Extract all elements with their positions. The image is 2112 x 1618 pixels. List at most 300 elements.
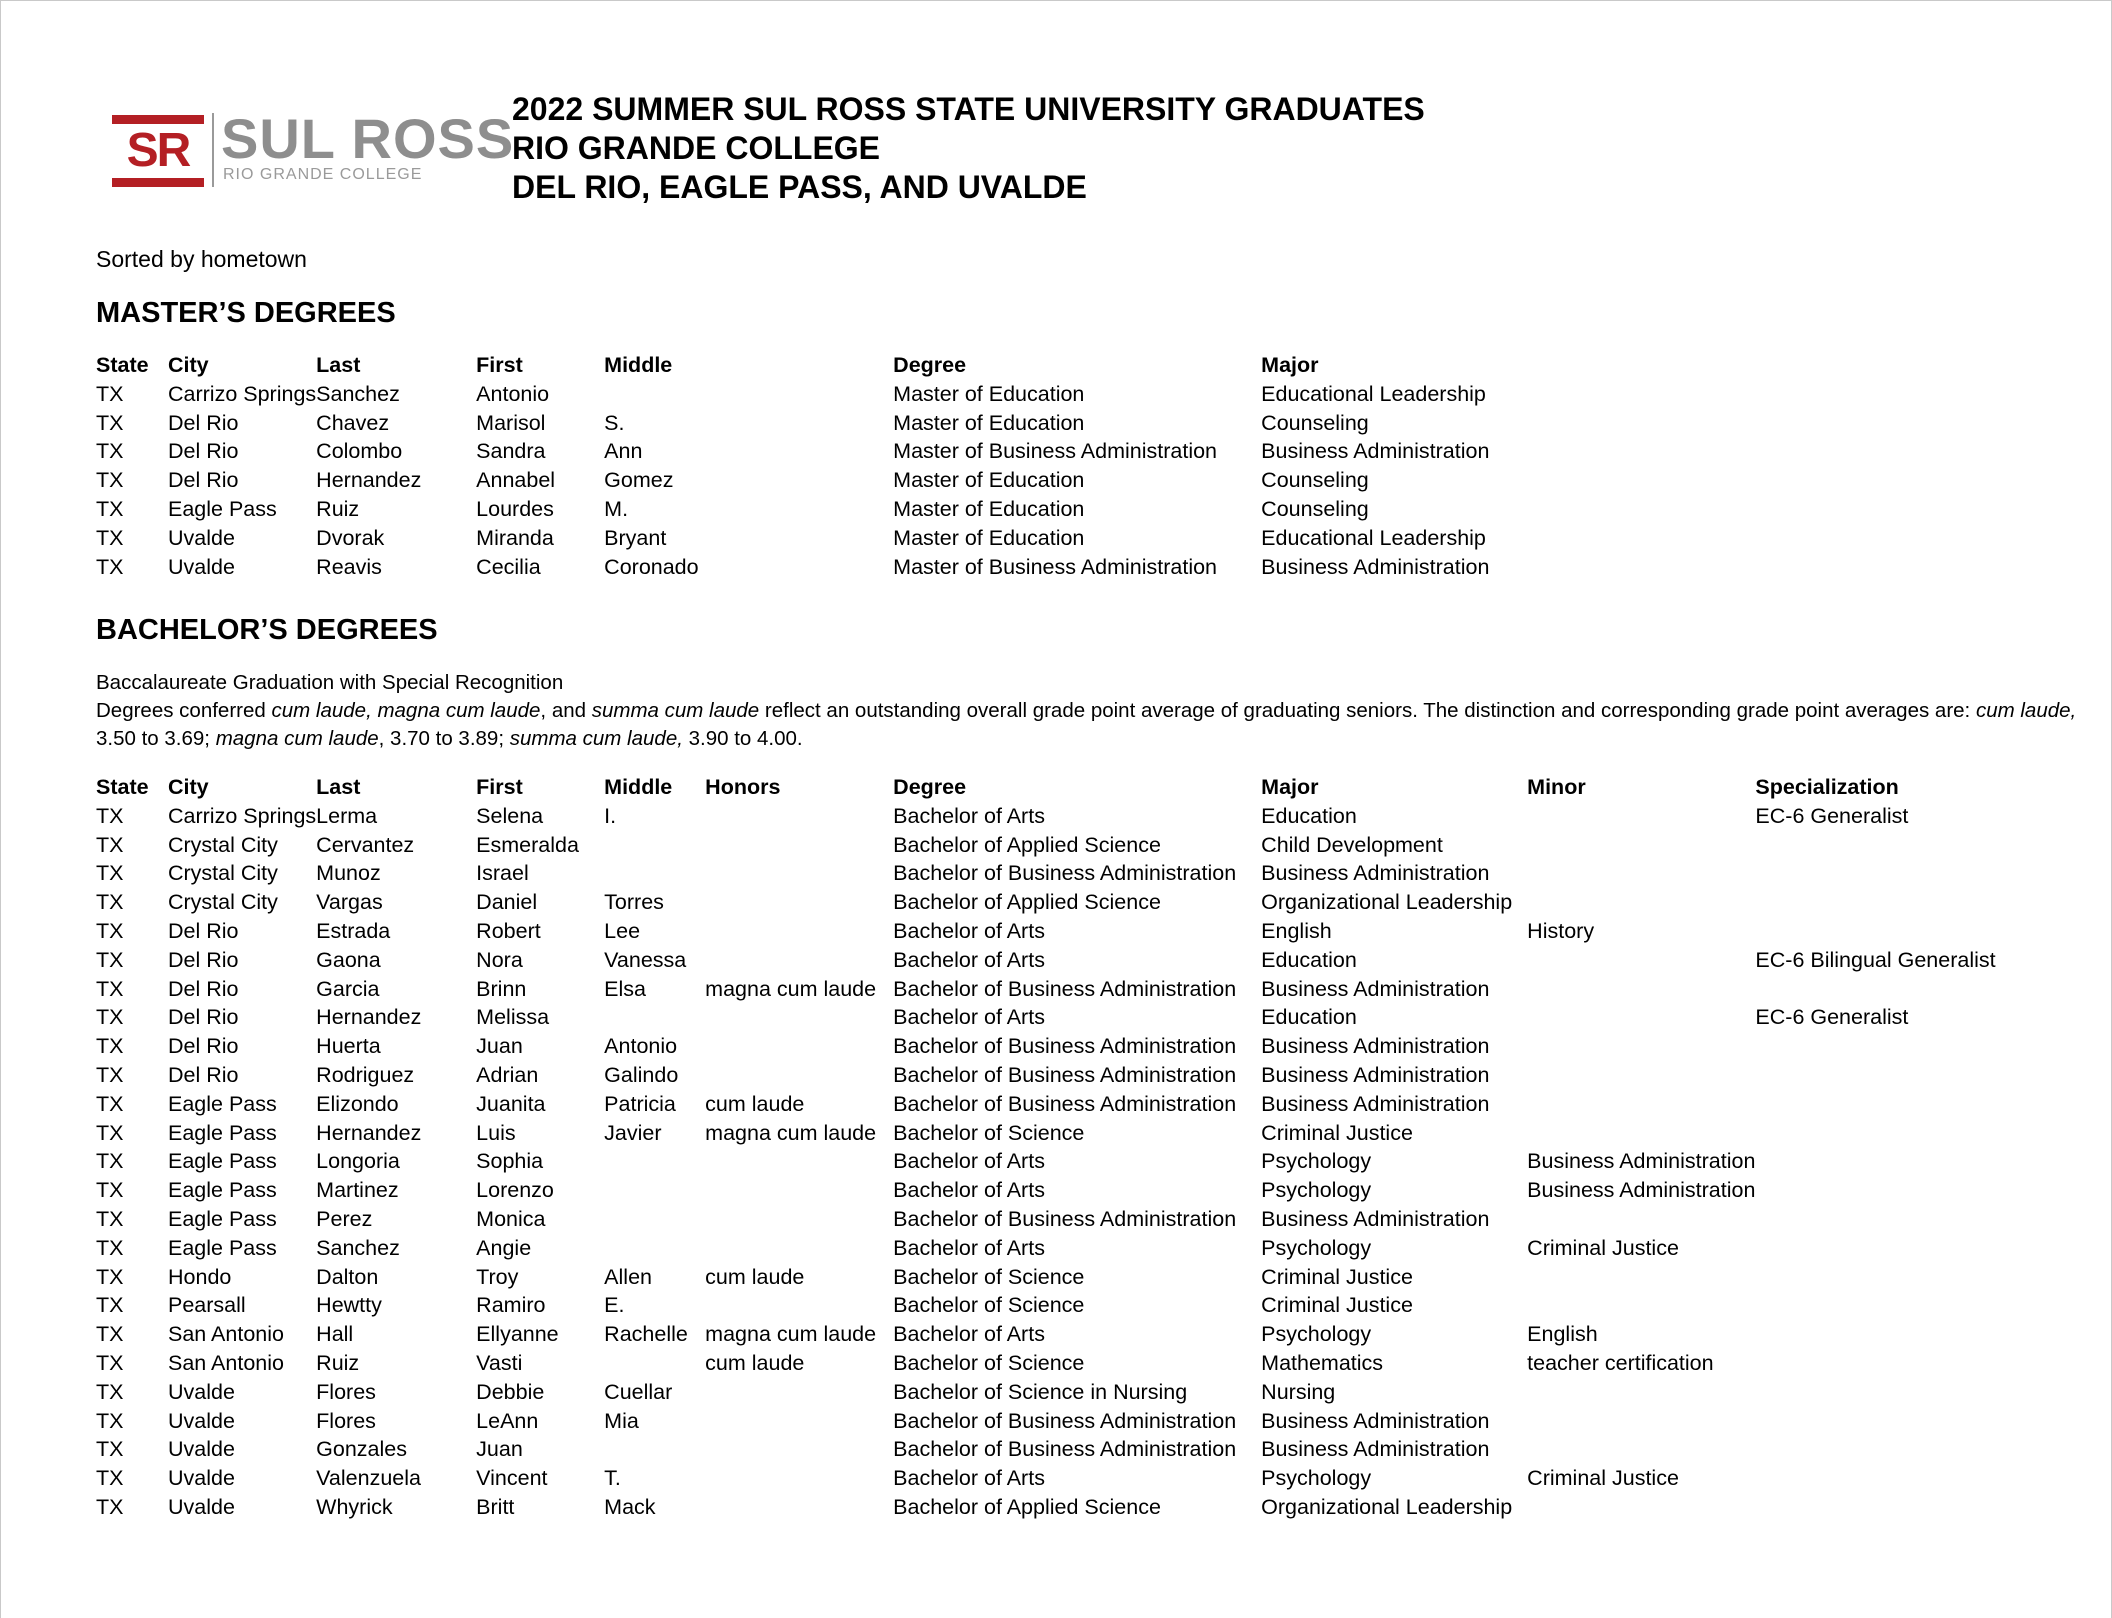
cell-last: Vargas <box>316 890 383 915</box>
cell-first: Robert <box>476 919 541 944</box>
masters-col-header-state: State <box>96 352 149 377</box>
bachelors-col-header-degree: Degree <box>893 774 967 799</box>
cell-state: TX <box>96 1322 124 1347</box>
cell-last: Flores <box>316 1379 376 1404</box>
cell-major: Education <box>1261 803 1357 828</box>
bachelors-body <box>96 802 2035 1522</box>
recognition-a: Degrees conferred <box>96 699 272 722</box>
cell-minor <box>1527 1378 1755 1407</box>
cell-major: Nursing <box>1261 1379 1336 1404</box>
cell-state: TX <box>96 381 124 406</box>
cell-city: Eagle Pass <box>168 1120 277 1145</box>
cell-first: Cecilia <box>476 554 541 579</box>
cell-middle <box>604 831 705 860</box>
table-row <box>96 1176 2035 1205</box>
cell-minor <box>1527 888 1755 917</box>
cell-state: TX <box>96 1034 124 1059</box>
cell-minor <box>1527 1292 1755 1321</box>
cell-minor: English <box>1527 1322 1598 1347</box>
cell-state: TX <box>96 1063 124 1088</box>
cell-first: Adrian <box>476 1063 539 1088</box>
title-line-3: DEL RIO, EAGLE PASS, AND UVALDE <box>512 169 1087 205</box>
cell-honors <box>705 888 893 917</box>
table-row <box>96 1205 2035 1234</box>
cell-middle: Mia <box>604 1408 639 1433</box>
table-row <box>96 1061 2035 1090</box>
cell-major: Psychology <box>1261 1178 1372 1203</box>
cell-city: Eagle Pass <box>168 1207 277 1232</box>
masters-header-row <box>96 350 1561 380</box>
cell-degree: Bachelor of Arts <box>893 919 1045 944</box>
cell-city: San Antonio <box>168 1351 284 1376</box>
cell-last: Huerta <box>316 1034 381 1059</box>
recognition-g: 3.50 to 3.69; <box>96 727 216 750</box>
cell-middle <box>604 1205 705 1234</box>
cell-state: TX <box>96 947 124 972</box>
cell-first: Sandra <box>476 439 546 464</box>
cell-minor: History <box>1527 919 1595 944</box>
cell-first: Juan <box>476 1034 523 1059</box>
cell-major: Counseling <box>1261 410 1369 435</box>
cell-middle <box>604 1436 705 1465</box>
cell-last: Colombo <box>316 439 403 464</box>
cell-minor <box>1527 975 1755 1004</box>
cell-last: Sanchez <box>316 1235 400 1260</box>
cell-minor <box>1527 1004 1755 1033</box>
cell-last: Ruiz <box>316 1351 360 1376</box>
cell-honors <box>705 860 893 889</box>
cell-city: Uvalde <box>168 1495 235 1520</box>
cell-middle: Allen <box>604 1264 652 1289</box>
cell-first: Troy <box>476 1264 519 1289</box>
cell-first: Ramiro <box>476 1293 546 1318</box>
masters-col-header-major: Major <box>1261 352 1319 377</box>
cell-minor <box>1527 1119 1755 1148</box>
table-row <box>96 1090 2035 1119</box>
cell-minor <box>1527 1061 1755 1090</box>
cell-middle: I. <box>604 803 617 828</box>
table-row <box>96 1292 2035 1321</box>
cell-degree: Master of Education <box>893 525 1085 550</box>
cell-specialization <box>1755 1320 2035 1349</box>
cell-specialization <box>1755 1493 2035 1522</box>
cell-first: Brinn <box>476 976 527 1001</box>
recognition-f: cum laude, <box>1975 699 2077 722</box>
cell-city: Del Rio <box>168 947 239 972</box>
sorted-note: Sorted by hometown <box>96 246 307 272</box>
cell-degree: Bachelor of Arts <box>893 803 1045 828</box>
bachelors-col-header-major: Major <box>1261 774 1319 799</box>
cell-last: Garcia <box>316 976 380 1001</box>
cell-minor <box>1527 802 1755 831</box>
cell-specialization <box>1755 1176 2035 1205</box>
cell-honors <box>705 1032 893 1061</box>
table-row <box>96 888 2035 917</box>
cell-specialization <box>1755 1032 2035 1061</box>
cell-degree: Bachelor of Arts <box>893 1178 1045 1203</box>
cell-minor: Business Administration <box>1527 1149 1756 1174</box>
cell-degree: Bachelor of Arts <box>893 1235 1045 1260</box>
table-row <box>96 1493 2035 1522</box>
table-row <box>96 860 2035 889</box>
cell-first: Juanita <box>476 1091 546 1116</box>
cell-major: Psychology <box>1261 1235 1372 1260</box>
cell-middle <box>604 860 705 889</box>
cell-last: Chavez <box>316 410 390 435</box>
cell-city: Uvalde <box>168 525 235 550</box>
cell-honors <box>705 1205 893 1234</box>
cell-middle: T. <box>604 1466 621 1491</box>
bachelors-col-header-specialization: Specialization <box>1755 774 1899 799</box>
cell-minor <box>1527 946 1755 975</box>
cell-degree: Master of Education <box>893 410 1085 435</box>
cell-major: Educational Leadership <box>1261 525 1486 550</box>
cell-first: Antonio <box>476 381 550 406</box>
cell-last: Gaona <box>316 947 381 972</box>
cell-degree: Master of Education <box>893 381 1085 406</box>
cell-first: Juan <box>476 1437 523 1462</box>
cell-degree: Bachelor of Science <box>893 1264 1085 1289</box>
cell-state: TX <box>96 803 124 828</box>
masters-col-header-first: First <box>476 352 523 377</box>
cell-minor <box>1527 1407 1755 1436</box>
cell-major: Counseling <box>1261 497 1369 522</box>
cell-city: Eagle Pass <box>168 1149 277 1174</box>
cell-city: San Antonio <box>168 1322 284 1347</box>
cell-city: Crystal City <box>168 832 278 857</box>
cell-middle: Patricia <box>604 1091 676 1116</box>
table-row <box>96 1119 2035 1148</box>
cell-specialization <box>1755 888 2035 917</box>
cell-specialization <box>1755 831 2035 860</box>
cell-first: Selena <box>476 803 544 828</box>
cell-specialization <box>1755 1119 2035 1148</box>
cell-last: Flores <box>316 1408 376 1433</box>
cell-state: TX <box>96 1408 124 1433</box>
cell-last: Hall <box>316 1322 354 1347</box>
cell-degree: Bachelor of Science <box>893 1293 1085 1318</box>
cell-last: Reavis <box>316 554 382 579</box>
cell-last: Rodriguez <box>316 1063 415 1088</box>
cell-degree: Bachelor of Business Administration <box>893 861 1237 886</box>
cell-first: Esmeralda <box>476 832 579 857</box>
cell-city: Crystal City <box>168 890 278 915</box>
recognition-j: summa cum laude, <box>509 727 683 750</box>
cell-city: Uvalde <box>168 554 235 579</box>
cell-middle: Bryant <box>604 525 667 550</box>
cell-degree: Bachelor of Science in Nursing <box>893 1379 1188 1404</box>
cell-degree: Bachelor of Business Administration <box>893 1034 1237 1059</box>
cell-specialization <box>1755 1407 2035 1436</box>
cell-middle: M. <box>604 497 629 522</box>
cell-honors: cum laude <box>705 1264 805 1289</box>
cell-specialization <box>1755 1234 2035 1263</box>
table-row <box>96 1378 2035 1407</box>
cell-state: TX <box>96 1178 124 1203</box>
cell-degree: Bachelor of Business Administration <box>893 1437 1237 1462</box>
cell-first: Vasti <box>476 1351 523 1376</box>
bachelors-table <box>96 772 2035 1522</box>
table-row <box>96 1263 2035 1292</box>
cell-middle <box>604 1349 705 1378</box>
cell-state: TX <box>96 832 124 857</box>
cell-honors <box>705 1292 893 1321</box>
bachelors-col-header-minor: Minor <box>1527 774 1586 799</box>
cell-city: Eagle Pass <box>168 1235 277 1260</box>
cell-first: Melissa <box>476 1005 550 1030</box>
cell-first: Luis <box>476 1120 516 1145</box>
cell-state: TX <box>96 439 124 464</box>
cell-degree: Bachelor of Business Administration <box>893 1063 1237 1088</box>
cell-last: Hernandez <box>316 1005 422 1030</box>
recognition-e: reflect an outstanding overall grade point average of graduating seniors. The distinction and corresponding grade point averages are: <box>759 699 1976 722</box>
cell-middle: Cuellar <box>604 1379 673 1404</box>
cell-middle: Rachelle <box>604 1322 688 1347</box>
cell-last: Hewtty <box>316 1293 382 1318</box>
cell-state: TX <box>96 1437 124 1462</box>
cell-middle: S. <box>604 410 625 435</box>
table-row <box>96 438 1561 467</box>
cell-honors <box>705 1176 893 1205</box>
logo-mark: SR <box>112 115 204 187</box>
cell-last: Dalton <box>316 1264 379 1289</box>
cell-major: Business Administration <box>1261 1207 1490 1232</box>
cell-honors <box>705 1234 893 1263</box>
cell-degree: Bachelor of Business Administration <box>893 1408 1237 1433</box>
cell-state: TX <box>96 1466 124 1491</box>
table-row <box>96 1234 2035 1263</box>
cell-first: Daniel <box>476 890 538 915</box>
cell-honors <box>705 1493 893 1522</box>
cell-minor <box>1527 1032 1755 1061</box>
cell-city: Crystal City <box>168 861 278 886</box>
cell-first: Israel <box>476 861 529 886</box>
table-row <box>96 553 1561 582</box>
masters-col-header-last: Last <box>316 352 361 377</box>
logo-subtitle: RIO GRANDE COLLEGE <box>223 166 423 183</box>
cell-honors <box>705 1004 893 1033</box>
cell-first: Miranda <box>476 525 554 550</box>
cell-city: Hondo <box>168 1264 232 1289</box>
cell-first: Britt <box>476 1495 515 1520</box>
cell-state: TX <box>96 861 124 886</box>
recognition-text-line-1 <box>96 699 2076 723</box>
cell-honors: cum laude <box>705 1091 805 1116</box>
recognition-text-line-2 <box>96 727 803 751</box>
cell-major: Psychology <box>1261 1149 1372 1174</box>
cell-degree: Bachelor of Business Administration <box>893 1207 1237 1232</box>
cell-specialization: EC-6 Generalist <box>1755 803 1909 828</box>
cell-city: Uvalde <box>168 1466 235 1491</box>
table-row <box>96 524 1561 553</box>
cell-state: TX <box>96 1235 124 1260</box>
cell-major: Business Administration <box>1261 1034 1490 1059</box>
cell-major: Business Administration <box>1261 861 1490 886</box>
cell-city: Del Rio <box>168 468 239 493</box>
recognition-d: summa cum laude <box>591 699 760 722</box>
cell-middle <box>604 1148 705 1177</box>
cell-major: Business Administration <box>1261 976 1490 1001</box>
cell-state: TX <box>96 554 124 579</box>
cell-major: Education <box>1261 947 1357 972</box>
table-row <box>96 495 1561 524</box>
cell-major: Psychology <box>1261 1322 1372 1347</box>
cell-minor <box>1527 1090 1755 1119</box>
table-row <box>96 380 1561 409</box>
cell-major: Organizational Leadership <box>1261 890 1513 915</box>
cell-honors <box>705 1378 893 1407</box>
cell-middle: E. <box>604 1293 625 1318</box>
cell-specialization <box>1755 1378 2035 1407</box>
cell-specialization <box>1755 975 2035 1004</box>
cell-degree: Bachelor of Applied Science <box>893 890 1161 915</box>
cell-major: English <box>1261 919 1332 944</box>
cell-city: Del Rio <box>168 1034 239 1059</box>
cell-honors <box>705 831 893 860</box>
cell-state: TX <box>96 1379 124 1404</box>
cell-last: Martinez <box>316 1178 399 1203</box>
bachelors-col-header-last: Last <box>316 774 361 799</box>
bachelors-col-header-state: State <box>96 774 149 799</box>
cell-middle <box>604 380 893 409</box>
cell-last: Hernandez <box>316 1120 422 1145</box>
cell-middle: Gomez <box>604 468 674 493</box>
cell-degree: Bachelor of Arts <box>893 1466 1045 1491</box>
cell-honors <box>705 1407 893 1436</box>
cell-first: Ellyanne <box>476 1322 559 1347</box>
cell-major: Business Administration <box>1261 1437 1490 1462</box>
cell-middle: Coronado <box>604 554 699 579</box>
cell-last: Estrada <box>316 919 391 944</box>
cell-degree: Master of Business Administration <box>893 439 1218 464</box>
bachelors-heading: BACHELOR’S DEGREES <box>96 614 438 646</box>
table-row <box>96 1004 2035 1033</box>
recognition-k: 3.90 to 4.00. <box>682 727 803 750</box>
cell-degree: Master of Education <box>893 497 1085 522</box>
cell-state: TX <box>96 1091 124 1116</box>
cell-degree: Bachelor of Arts <box>893 1149 1045 1174</box>
cell-major: Organizational Leadership <box>1261 1495 1513 1520</box>
recognition-h: magna cum laude <box>215 727 379 750</box>
cell-last: Whyrick <box>316 1495 393 1520</box>
cell-major: Counseling <box>1261 468 1369 493</box>
cell-first: Annabel <box>476 468 556 493</box>
bachelors-col-header-city: City <box>168 774 209 799</box>
cell-last: Dvorak <box>316 525 385 550</box>
cell-major: Child Development <box>1261 832 1443 857</box>
cell-degree: Bachelor of Arts <box>893 947 1045 972</box>
cell-city: Eagle Pass <box>168 1091 277 1116</box>
table-row <box>96 1464 2035 1493</box>
recognition-i: , 3.70 to 3.89; <box>378 727 510 750</box>
cell-last: Cervantez <box>316 832 415 857</box>
cell-honors <box>705 946 893 975</box>
cell-first: Lourdes <box>476 497 554 522</box>
cell-honors: cum laude <box>705 1351 805 1376</box>
cell-degree: Master of Business Administration <box>893 554 1218 579</box>
table-row <box>96 1407 2035 1436</box>
cell-last: Sanchez <box>316 381 400 406</box>
cell-degree: Bachelor of Science <box>893 1351 1085 1376</box>
cell-specialization <box>1755 1263 2035 1292</box>
cell-degree: Bachelor of Arts <box>893 1005 1045 1030</box>
cell-state: TX <box>96 525 124 550</box>
cell-state: TX <box>96 890 124 915</box>
cell-middle: Torres <box>604 890 664 915</box>
cell-degree: Bachelor of Arts <box>893 1322 1045 1347</box>
cell-specialization <box>1755 1090 2035 1119</box>
cell-specialization <box>1755 1061 2035 1090</box>
cell-middle: Lee <box>604 919 641 944</box>
cell-city: Del Rio <box>168 976 239 1001</box>
cell-city: Eagle Pass <box>168 1178 277 1203</box>
cell-middle <box>604 1004 705 1033</box>
table-row <box>96 466 1561 495</box>
cell-honors <box>705 1061 893 1090</box>
masters-col-header-middle: Middle <box>604 352 673 377</box>
cell-specialization <box>1755 1292 2035 1321</box>
bachelors-header-row <box>96 772 2035 802</box>
cell-major: Mathematics <box>1261 1351 1384 1376</box>
cell-first: Vincent <box>476 1466 548 1491</box>
cell-degree: Bachelor of Business Administration <box>893 1091 1237 1116</box>
cell-last: Lerma <box>316 803 378 828</box>
cell-middle <box>604 1234 705 1263</box>
cell-state: TX <box>96 497 124 522</box>
cell-minor <box>1527 1263 1755 1292</box>
bachelors-col-header-middle: Middle <box>604 774 673 799</box>
cell-state: TX <box>96 1293 124 1318</box>
cell-major: Criminal Justice <box>1261 1264 1413 1289</box>
cell-major: Business Administration <box>1261 1063 1490 1088</box>
cell-last: Longoria <box>316 1149 400 1174</box>
cell-city: Pearsall <box>168 1293 246 1318</box>
cell-specialization <box>1755 1205 2035 1234</box>
cell-middle: Ann <box>604 439 643 464</box>
cell-major: Psychology <box>1261 1466 1372 1491</box>
cell-major: Criminal Justice <box>1261 1293 1413 1318</box>
cell-specialization <box>1755 1148 2035 1177</box>
cell-degree: Master of Education <box>893 468 1085 493</box>
cell-state: TX <box>96 1495 124 1520</box>
cell-first: Angie <box>476 1235 532 1260</box>
cell-major: Education <box>1261 1005 1357 1030</box>
table-row <box>96 946 2035 975</box>
cell-city: Del Rio <box>168 919 239 944</box>
cell-middle: Elsa <box>604 976 646 1001</box>
cell-first: Monica <box>476 1207 546 1232</box>
table-row <box>96 1436 2035 1465</box>
cell-last: Ruiz <box>316 497 360 522</box>
cell-middle: Mack <box>604 1495 656 1520</box>
cell-last: Elizondo <box>316 1091 399 1116</box>
cell-specialization: EC-6 Bilingual Generalist <box>1755 947 1996 972</box>
cell-city: Del Rio <box>168 1063 239 1088</box>
cell-state: TX <box>96 1351 124 1376</box>
cell-last: Gonzales <box>316 1437 408 1462</box>
cell-specialization <box>1755 1464 2035 1493</box>
cell-major: Business Administration <box>1261 439 1490 464</box>
cell-middle: Vanessa <box>604 947 687 972</box>
table-row <box>96 1349 2035 1378</box>
cell-state: TX <box>96 1005 124 1030</box>
cell-honors <box>705 1436 893 1465</box>
cell-honors: magna cum laude <box>705 1120 877 1145</box>
cell-honors: magna cum laude <box>705 976 877 1001</box>
cell-first: Lorenzo <box>476 1178 554 1203</box>
cell-state: TX <box>96 1207 124 1232</box>
cell-state: TX <box>96 976 124 1001</box>
